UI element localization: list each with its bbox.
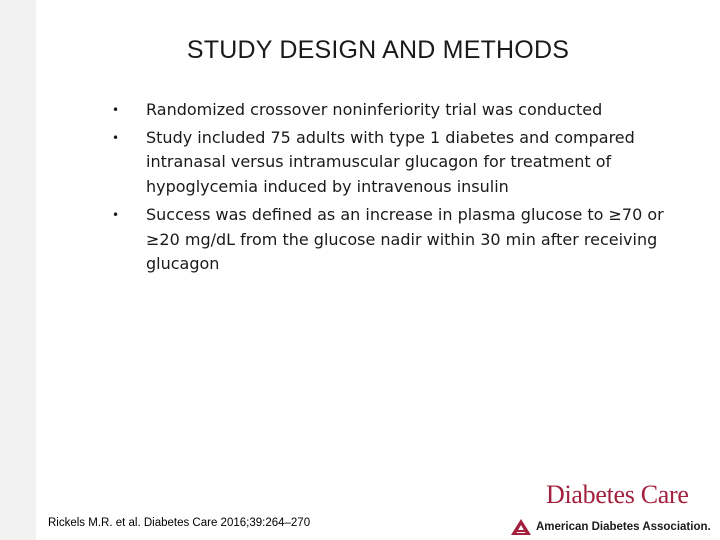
bullet-item xyxy=(106,98,681,123)
bullet-item xyxy=(106,126,681,200)
ada-name: American Diabetes Association. xyxy=(536,521,711,533)
bullet-marker: • xyxy=(112,130,120,145)
bullet-text: Randomized crossover noninferiority trial was conducted xyxy=(146,100,603,119)
ada-triangle-logo-icon xyxy=(510,518,532,536)
bullet-marker: • xyxy=(112,208,120,222)
slide-title: STUDY DESIGN AND METHODS xyxy=(186,36,570,64)
bullet-text: Study included 75 adults with type 1 diabetes and compared intranasal versus intramuscular glucagon for treatment of hypoglycemia induced by intravenous insulin xyxy=(146,127,635,196)
bullet-marker: • xyxy=(112,103,120,117)
bullet-text: Success was defined as an increase in plasma glucose to ≥70 or ≥20 mg/dL from the glucose nadir within 30 min after receiving glucagon xyxy=(146,205,664,273)
left-side-bar xyxy=(0,0,36,540)
ada-logo xyxy=(510,518,711,536)
citation: Rickels M.R. et al. Diabetes Care 2016;39:264–270 xyxy=(48,517,311,529)
diabetes-care-logo: Diabetes Care xyxy=(546,480,689,509)
bullet-list xyxy=(106,98,681,281)
bullet-item xyxy=(106,203,681,277)
